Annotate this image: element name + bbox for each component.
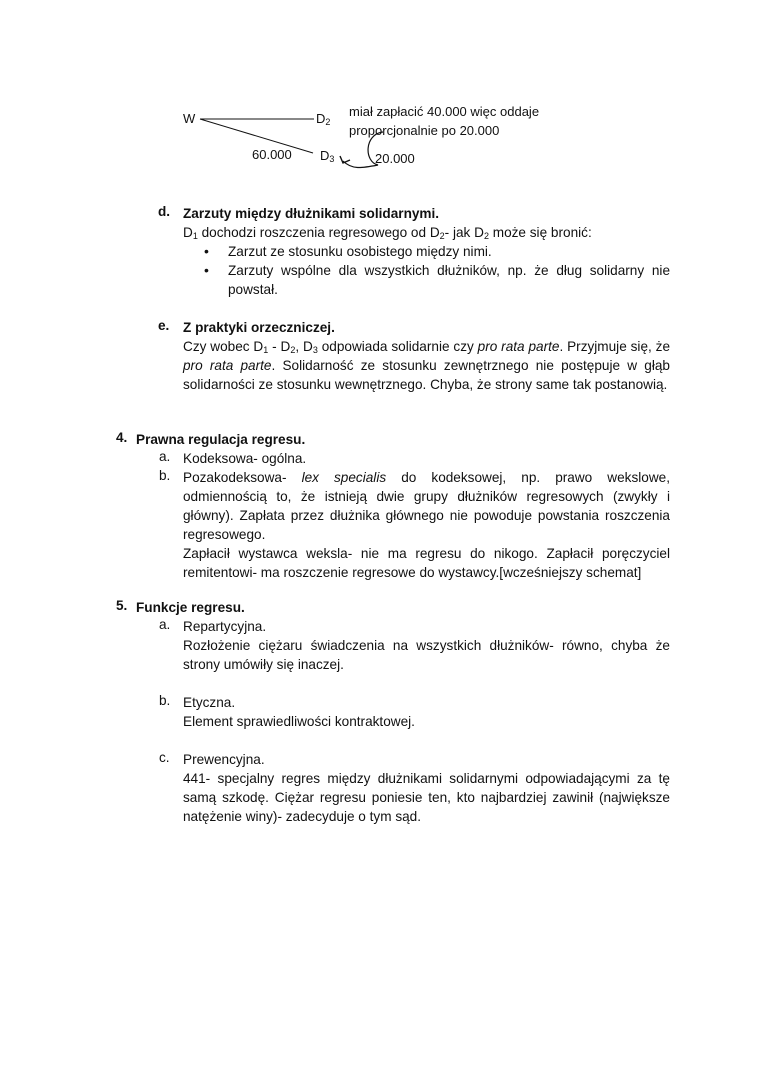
section-d-title: Zarzuty między dłużnikami solidarnymi. bbox=[183, 206, 440, 221]
arrow-head-icon bbox=[340, 156, 350, 163]
amount-20000: 20.000 bbox=[375, 151, 415, 166]
list-item: • Zarzut ze stosunku osobistego między nimi. bbox=[228, 242, 670, 261]
section-4-item-b: b. Pozakodeksowa- lex specialis do kodeksowej, np. prawo wekslowe, odmiennością to, że istnieją dwie grupy dłużników regresowych (zwykły i główny). Zapłata przez dłużnika głównego nie powoduje powstania roszczenia regresowego. Zapłacił wystawca weksla- nie ma regresu do nikogo. Zapłacił poręczyciel remitentowi- ma roszczenie regresowe do wystawcy.[wcześniejszy schemat] bbox=[159, 468, 670, 580]
section-e-marker: e. bbox=[158, 318, 170, 333]
list-item: • Zarzuty wspólne dla wszystkich dłużników, np. że dług solidarny nie powstał. bbox=[228, 261, 670, 299]
section-5-item-c: c. Prewencyjna. 441- specjalny regres między dłużnikami solidarnymi odpowiadającymi za tę samą szkodę. Ciężar regresu poniesie ten, kto najbardziej zawinił (największe natężenie winy)- zadecyduje o tym sąd. bbox=[159, 750, 670, 824]
section-4-b-text: Pozakodeksowa- lex specialis do kodeksowej, np. prawo wekslowe, odmiennością to, że istnieją dwie grupy dłużników regresowych (zwykły i główny). Zapłata przez dłużnika głównego nie powoduje powstania roszczenia regresowego. bbox=[183, 470, 670, 542]
section-4-b-text2: Zapłacił wystawca weksla- nie ma regresu do nikogo. Zapłacił poręczyciel remitentowi- ma roszczenie regresowe do wystawcy.[wcześniejszy schemat] bbox=[183, 546, 670, 580]
section-5-item-a: a. Repartycyjna. Rozłożenie ciężaru świadczenia na wszystkich dłużników- równo, chyba że strony umówiły się inaczej. bbox=[159, 617, 670, 672]
label-d3: $D_3$ bbox=[320, 148, 335, 164]
section-5-title: Funkcje regresu. bbox=[136, 600, 245, 615]
section-4-marker: 4. bbox=[116, 430, 128, 445]
section-d bbox=[158, 204, 670, 299]
diagram-note: miał zapłacić 40.000 więc oddaje proporcjonalnie po 20.000 bbox=[349, 104, 540, 138]
section-5-item-b: b. Etyczna. Element sprawiedliwości kontraktowej. bbox=[159, 693, 415, 729]
section-4-title: Prawna regulacja regresu. bbox=[136, 432, 306, 447]
section-e-title: Z praktyki orzeczniczej. bbox=[183, 320, 335, 335]
section-4 bbox=[116, 430, 670, 582]
section-d-intro: $D_1$ dochodzi roszczenia regresowego od $D_2-$ jak $D_2$ może się bronić: bbox=[183, 225, 592, 241]
section-d-marker: d. bbox=[158, 204, 171, 219]
section-d-bullets bbox=[228, 242, 670, 299]
section-e bbox=[158, 318, 670, 394]
regress-diagram bbox=[0, 0, 760, 200]
diagram-lines bbox=[0, 0, 760, 200]
section-e-text: Czy wobec $D_1 - D_2$, $D_3$ odpowiada solidarnie czy pro rata parte. Przyjmuje się, że pro rata parte. Solidarność ze stosunku zewnętrznego nie postępuje w głąb solidarności ze stosunku wewnętrznego. Chyba, że strony same tak postanowią. bbox=[183, 339, 671, 392]
amount-60000: 60.000 bbox=[252, 147, 292, 162]
section-5 bbox=[116, 598, 670, 826]
section-5-marker: 5. bbox=[116, 598, 128, 613]
label-d2: $D_2$ bbox=[316, 111, 331, 127]
section-4-item-a: a. Kodeksowa- ogólna. bbox=[159, 449, 307, 466]
label-w: W bbox=[183, 111, 196, 126]
